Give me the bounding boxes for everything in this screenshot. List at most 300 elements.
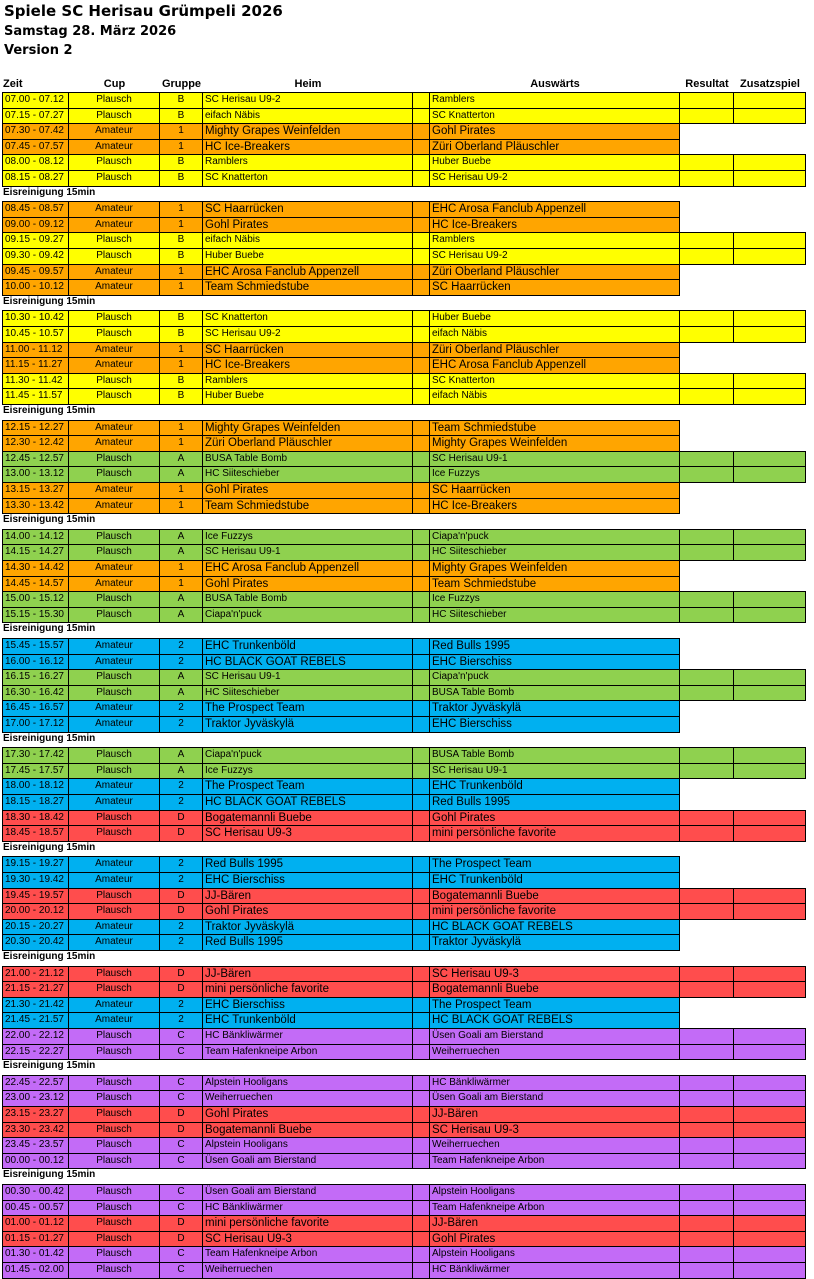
group-cell: 2 [159,856,203,873]
time-cell: 23.15 - 23.27 [2,1106,69,1123]
home-team-cell: SC Herisau U9-3 [202,825,413,842]
spacer-cell [412,638,430,655]
time-cell: 16.45 - 16.57 [2,700,69,717]
time-cell: 07.30 - 07.42 [2,123,69,140]
group-cell: C [159,1075,203,1092]
away-team-cell: SC Haarrücken [429,279,680,296]
cup-cell: Plausch [68,529,160,546]
group-cell: 2 [159,1012,203,1029]
spacer-cell [412,778,430,795]
home-team-cell: Mighty Grapes Weinfelden [202,420,413,437]
extra-game-cell [733,903,806,920]
ice-cleaning-break-row [0,295,814,311]
home-team-cell: mini persönliche favorite [202,1215,413,1232]
time-cell: 23.00 - 23.12 [2,1090,69,1107]
cup-cell: Amateur [68,794,160,811]
spacer-cell [412,1028,430,1045]
ice-cleaning-break-label: Eisreinigung 15min [3,732,96,744]
table-row [0,825,814,841]
group-cell: 1 [159,435,203,452]
home-team-cell: Weiherruechen [202,1262,413,1279]
time-cell: 09.00 - 09.12 [2,217,69,234]
home-team-cell: SC Knatterton [202,170,413,187]
home-team-cell: HC Siiteschieber [202,466,413,483]
away-team-cell: Gohl Pirates [429,123,680,140]
time-cell: 07.15 - 07.27 [2,108,69,125]
result-cell [679,1122,734,1139]
home-team-cell: Weiherruechen [202,1090,413,1107]
away-team-cell: HC Bänkliwärmer [429,1262,680,1279]
result-cell [679,108,734,125]
time-cell: 08.45 - 08.57 [2,201,69,218]
table-row [0,326,814,342]
table-row [0,1106,814,1122]
extra-game-cell [733,108,806,125]
table-row [0,919,814,935]
home-team-cell: Gohl Pirates [202,482,413,499]
spacer-cell [412,482,430,499]
cup-cell: Amateur [68,498,160,515]
away-team-cell: mini persönliche favorite [429,825,680,842]
extra-game-cell [733,529,806,546]
result-cell [679,388,734,405]
time-cell: 07.45 - 07.57 [2,139,69,156]
result-cell [679,1075,734,1092]
result-cell [679,763,734,780]
home-team-cell: HC Bänkliwärmer [202,1200,413,1217]
home-team-cell: Ramblers [202,373,413,390]
away-team-cell: SC Herisau U9-2 [429,248,680,265]
home-team-cell: Alpstein Hooligans [202,1075,413,1092]
spacer-cell [412,544,430,561]
time-cell: 21.30 - 21.42 [2,997,69,1014]
group-cell: D [159,981,203,998]
group-cell: C [159,1044,203,1061]
table-row [0,92,814,108]
home-team-cell: Üsen Goali am Bierstand [202,1153,413,1170]
result-cell [679,232,734,249]
group-cell: 1 [159,201,203,218]
table-row [0,888,814,904]
group-cell: A [159,607,203,624]
away-team-cell: Team Hafenkneipe Arbon [429,1153,680,1170]
extra-game-cell [733,92,806,109]
result-cell [679,966,734,983]
home-team-cell: EHC Bierschiss [202,872,413,889]
spacer-cell [412,856,430,873]
result-cell [679,903,734,920]
spacer-cell [412,997,430,1014]
home-team-cell: Red Bulls 1995 [202,856,413,873]
extra-game-cell [733,1184,806,1201]
away-team-cell: Team Schmiedstube [429,420,680,437]
away-team-cell: SC Haarrücken [429,482,680,499]
table-row [0,482,814,498]
cup-cell: Amateur [68,482,160,499]
table-row [0,264,814,280]
table-row [0,966,814,982]
away-team-cell: Team Schmiedstube [429,576,680,593]
home-team-cell: SC Haarrücken [202,201,413,218]
home-team-cell: HC Siiteschieber [202,685,413,702]
time-cell: 09.30 - 09.42 [2,248,69,265]
home-team-cell: eifach Näbis [202,108,413,125]
cup-cell: Plausch [68,1075,160,1092]
cup-cell: Plausch [68,981,160,998]
group-cell: A [159,669,203,686]
group-cell: C [159,1137,203,1154]
extra-game-cell [733,1200,806,1217]
time-cell: 13.00 - 13.12 [2,466,69,483]
result-cell [679,1044,734,1061]
cup-cell: Plausch [68,1231,160,1248]
ice-cleaning-break-row [0,513,814,529]
away-team-cell: JJ-Bären [429,1215,680,1232]
cup-cell: Plausch [68,1044,160,1061]
result-cell [679,310,734,327]
time-cell: 15.00 - 15.12 [2,591,69,608]
extra-game-cell [733,1153,806,1170]
group-cell: C [159,1153,203,1170]
cup-cell: Amateur [68,342,160,359]
time-cell: 00.00 - 00.12 [2,1153,69,1170]
spacer-cell [412,232,430,249]
cup-cell: Plausch [68,544,160,561]
cup-cell: Plausch [68,685,160,702]
home-team-cell: SC Herisau U9-1 [202,544,413,561]
extra-game-cell [733,1106,806,1123]
spacer-cell [412,700,430,717]
time-cell: 11.45 - 11.57 [2,388,69,405]
group-cell: 1 [159,123,203,140]
table-row [0,1184,814,1200]
time-cell: 10.30 - 10.42 [2,310,69,327]
extra-game-cell [733,1215,806,1232]
ice-cleaning-break-label: Eisreinigung 15min [3,623,96,635]
group-cell: 1 [159,264,203,281]
result-cell [679,607,734,624]
cup-cell: Plausch [68,888,160,905]
table-row [0,716,814,732]
away-team-cell: The Prospect Team [429,856,680,873]
time-cell: 01.45 - 02.00 [2,1262,69,1279]
table-row [0,1200,814,1216]
time-cell: 10.45 - 10.57 [2,326,69,343]
home-team-cell: Team Schmiedstube [202,279,413,296]
group-cell: 1 [159,279,203,296]
group-cell: B [159,92,203,109]
cup-cell: Plausch [68,1184,160,1201]
spacer-cell [412,279,430,296]
table-row [0,1215,814,1231]
away-team-cell: Alpstein Hooligans [429,1246,680,1263]
group-cell: D [159,1122,203,1139]
table-row [0,638,814,654]
group-cell: B [159,248,203,265]
cup-cell: Amateur [68,856,160,873]
home-team-cell: Traktor Jyväskylä [202,919,413,936]
result-cell [679,170,734,187]
time-cell: 08.15 - 08.27 [2,170,69,187]
table-row [0,498,814,514]
cup-cell: Plausch [68,108,160,125]
cup-cell: Amateur [68,934,160,951]
extra-game-cell [733,544,806,561]
home-team-cell: SC Haarrücken [202,342,413,359]
column-header: Zeit [3,78,23,90]
away-team-cell: EHC Bierschiss [429,654,680,671]
result-cell [679,1137,734,1154]
group-cell: D [159,1106,203,1123]
cup-cell: Plausch [68,1106,160,1123]
table-row [0,903,814,919]
group-cell: D [159,1231,203,1248]
away-team-cell: HC Ice-Breakers [429,217,680,234]
result-cell [679,747,734,764]
away-team-cell: Üsen Goali am Bierstand [429,1090,680,1107]
cup-cell: Plausch [68,966,160,983]
time-cell: 22.15 - 22.27 [2,1044,69,1061]
cup-cell: Amateur [68,560,160,577]
spacer-cell [412,92,430,109]
spacer-cell [412,919,430,936]
extra-game-cell [733,1028,806,1045]
time-cell: 13.15 - 13.27 [2,482,69,499]
home-team-cell: HC Bänkliwärmer [202,1028,413,1045]
away-team-cell: HC BLACK GOAT REBELS [429,1012,680,1029]
time-cell: 12.45 - 12.57 [2,451,69,468]
away-team-cell: HC Siiteschieber [429,544,680,561]
spacer-cell [412,1153,430,1170]
time-cell: 17.00 - 17.12 [2,716,69,733]
home-team-cell: Huber Buebe [202,388,413,405]
table-row [0,123,814,139]
time-cell: 01.30 - 01.42 [2,1246,69,1263]
group-cell: 1 [159,576,203,593]
cup-cell: Amateur [68,217,160,234]
cup-cell: Plausch [68,1122,160,1139]
spacer-cell [412,763,430,780]
table-row [0,1075,814,1091]
away-team-cell: Traktor Jyväskylä [429,934,680,951]
time-cell: 19.30 - 19.42 [2,872,69,889]
spacer-cell [412,685,430,702]
time-cell: 11.00 - 11.12 [2,342,69,359]
group-cell: B [159,388,203,405]
time-cell: 11.15 - 11.27 [2,357,69,374]
table-row [0,654,814,670]
group-cell: 1 [159,498,203,515]
ice-cleaning-break-row [0,950,814,966]
group-cell: D [159,903,203,920]
spacer-cell [412,981,430,998]
table-row [0,1262,814,1278]
spacer-cell [412,1090,430,1107]
ice-cleaning-break-row [0,1059,814,1075]
away-team-cell: EHC Arosa Fanclub Appenzell [429,201,680,218]
cup-cell: Amateur [68,279,160,296]
spacer-cell [412,669,430,686]
group-cell: 1 [159,217,203,234]
home-team-cell: HC BLACK GOAT REBELS [202,654,413,671]
ice-cleaning-break-row [0,404,814,420]
ice-cleaning-break-row [0,841,814,857]
ice-cleaning-break-row [0,1168,814,1184]
spacer-cell [412,872,430,889]
cup-cell: Plausch [68,1215,160,1232]
table-row [0,451,814,467]
away-team-cell: Mighty Grapes Weinfelden [429,435,680,452]
home-team-cell: Gohl Pirates [202,217,413,234]
spacer-cell [412,373,430,390]
result-cell [679,1262,734,1279]
group-cell: 1 [159,139,203,156]
cup-cell: Plausch [68,591,160,608]
spacer-cell [412,888,430,905]
table-row [0,357,814,373]
group-cell: D [159,966,203,983]
home-team-cell: Team Hafenkneipe Arbon [202,1044,413,1061]
cup-cell: Plausch [68,825,160,842]
result-cell [679,685,734,702]
time-cell: 21.45 - 21.57 [2,1012,69,1029]
extra-game-cell [733,685,806,702]
away-team-cell: eifach Näbis [429,388,680,405]
group-cell: D [159,810,203,827]
spacer-cell [412,108,430,125]
away-team-cell: eifach Näbis [429,326,680,343]
away-team-cell: SC Knatterton [429,108,680,125]
cup-cell: Plausch [68,388,160,405]
home-team-cell: EHC Arosa Fanclub Appenzell [202,560,413,577]
away-team-cell: Ciapa'n'puck [429,669,680,686]
extra-game-cell [733,1090,806,1107]
spacer-cell [412,1137,430,1154]
cup-cell: Plausch [68,1246,160,1263]
cup-cell: Amateur [68,872,160,889]
result-cell [679,451,734,468]
away-team-cell: SC Herisau U9-3 [429,966,680,983]
cup-cell: Plausch [68,669,160,686]
cup-cell: Amateur [68,201,160,218]
extra-game-cell [733,154,806,171]
table-row [0,170,814,186]
table-row [0,1246,814,1262]
cup-cell: Plausch [68,903,160,920]
result-cell [679,981,734,998]
table-row [0,1137,814,1153]
result-cell [679,1090,734,1107]
time-cell: 16.15 - 16.27 [2,669,69,686]
extra-game-cell [733,1231,806,1248]
table-row [0,778,814,794]
away-team-cell: Alpstein Hooligans [429,1184,680,1201]
time-cell: 21.15 - 21.27 [2,981,69,998]
away-team-cell: HC Ice-Breakers [429,498,680,515]
table-row [0,607,814,623]
result-cell [679,1028,734,1045]
time-cell: 12.15 - 12.27 [2,420,69,437]
document-version: Version 2 [4,43,73,58]
time-cell: 08.00 - 08.12 [2,154,69,171]
extra-game-cell [733,170,806,187]
home-team-cell: BUSA Table Bomb [202,591,413,608]
home-team-cell: JJ-Bären [202,966,413,983]
group-cell: C [159,1246,203,1263]
away-team-cell: SC Herisau U9-2 [429,170,680,187]
extra-game-cell [733,1075,806,1092]
table-row [0,669,814,685]
table-row [0,139,814,155]
ice-cleaning-break-label: Eisreinigung 15min [3,1060,96,1072]
time-cell: 14.15 - 14.27 [2,544,69,561]
spacer-cell [412,607,430,624]
group-cell: A [159,747,203,764]
cup-cell: Amateur [68,638,160,655]
home-team-cell: SC Herisau U9-2 [202,326,413,343]
table-row [0,685,814,701]
cup-cell: Plausch [68,607,160,624]
spacer-cell [412,1012,430,1029]
home-team-cell: mini persönliche favorite [202,981,413,998]
away-team-cell: EHC Trunkenböld [429,872,680,889]
ice-cleaning-break-label: Eisreinigung 15min [3,295,96,307]
cup-cell: Plausch [68,466,160,483]
time-cell: 20.00 - 20.12 [2,903,69,920]
spacer-cell [412,1262,430,1279]
extra-game-cell [733,373,806,390]
spacer-cell [412,420,430,437]
ice-cleaning-break-label: Eisreinigung 15min [3,514,96,526]
group-cell: C [159,1262,203,1279]
table-row [0,576,814,592]
time-cell: 17.45 - 17.57 [2,763,69,780]
cup-cell: Plausch [68,1200,160,1217]
group-cell: 1 [159,357,203,374]
cup-cell: Plausch [68,154,160,171]
away-team-cell: EHC Bierschiss [429,716,680,733]
away-team-cell: Huber Buebe [429,154,680,171]
cup-cell: Amateur [68,139,160,156]
home-team-cell: Ciapa'n'puck [202,747,413,764]
table-row [0,1231,814,1247]
time-cell: 00.45 - 00.57 [2,1200,69,1217]
spacer-cell [412,326,430,343]
spacer-cell [412,435,430,452]
ice-cleaning-break-label: Eisreinigung 15min [3,1169,96,1181]
time-cell: 01.15 - 01.27 [2,1231,69,1248]
away-team-cell: Gohl Pirates [429,1231,680,1248]
cup-cell: Plausch [68,747,160,764]
time-cell: 10.00 - 10.12 [2,279,69,296]
extra-game-cell [733,966,806,983]
extra-game-cell [733,810,806,827]
cup-cell: Amateur [68,700,160,717]
table-row [0,217,814,233]
home-team-cell: Traktor Jyväskylä [202,716,413,733]
group-cell: 2 [159,794,203,811]
away-team-cell: Ice Fuzzys [429,591,680,608]
spacer-cell [412,170,430,187]
spacer-cell [412,466,430,483]
cup-cell: Plausch [68,326,160,343]
spacer-cell [412,654,430,671]
table-row [0,108,814,124]
home-team-cell: BUSA Table Bomb [202,451,413,468]
result-cell [679,1184,734,1201]
group-cell: 1 [159,420,203,437]
cup-cell: Plausch [68,248,160,265]
